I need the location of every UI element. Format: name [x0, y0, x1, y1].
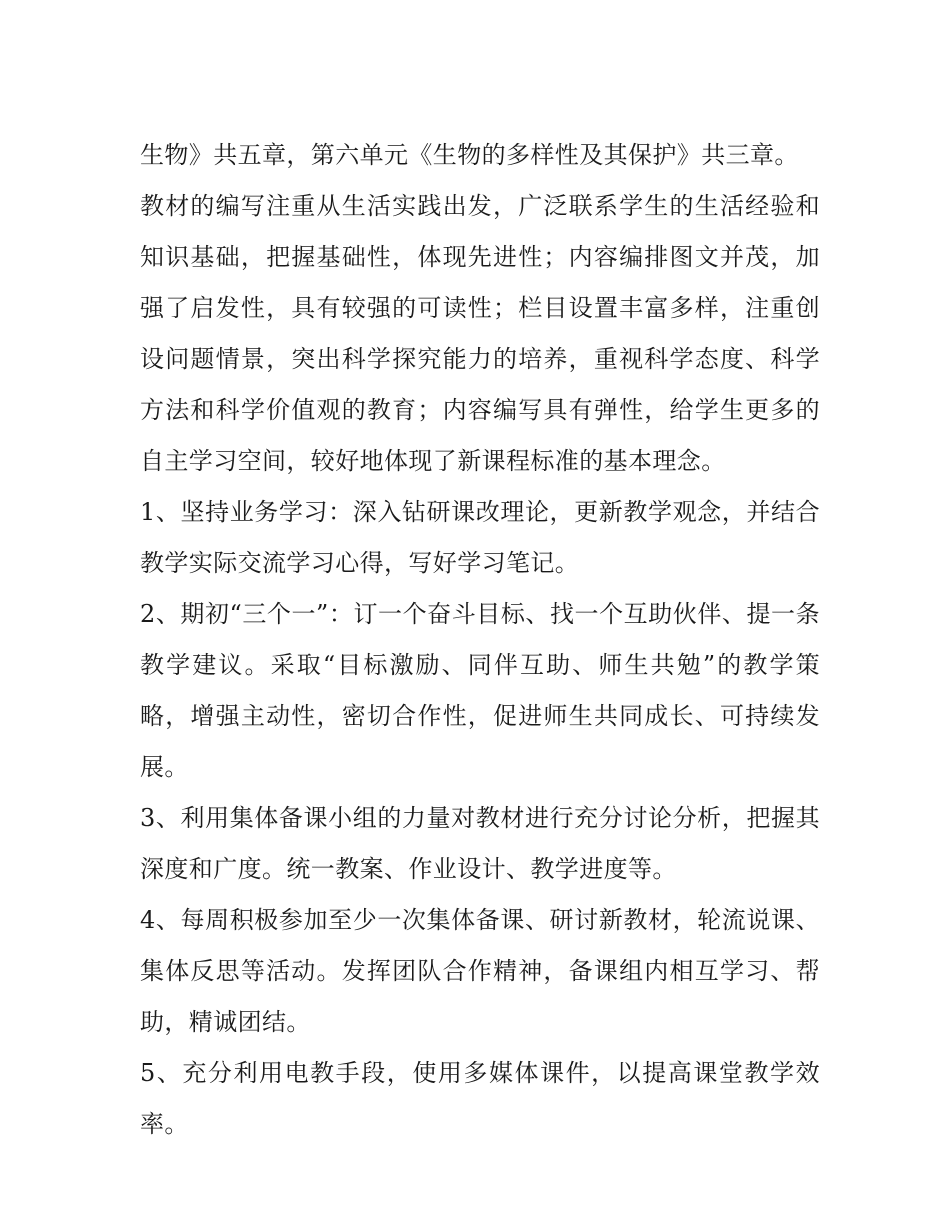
- paragraph-item-3: 3、利用集体备课小组的力量对教材进行充分讨论分析，把握其深度和广度。统一教案、作业设计、教学进度等。: [140, 804, 820, 883]
- paragraph-item-2: 2、期初“三个一”：订一个奋斗目标、找一个互助伙伴、提一条教学建议。采取“目标激励、同伴互助、师生共勉”的教学策略，增强主动性，密切合作性，促进师生共同成长、可持续发展。: [140, 600, 820, 781]
- paragraph-item-1: 1、坚持业务学习：深入钻研课改理论，更新教学观念，并结合教学实际交流学习心得，写好学习笔记。: [140, 498, 820, 577]
- document-body: [140, 130, 820, 1150]
- paragraph-textbook-features: 教材的编写注重从生活实践出发，广泛联系学生的生活经验和知识基础，把握基础性，体现先进性；内容编排图文并茂，加强了启发性，具有较强的可读性；栏目设置丰富多样，注重创设问题情景，突出科学探究能力的培养，重视科学态度、科学方法和科学价值观的教育；内容编写具有弹性，给学生更多的自主学习空间，较好地体现了新课程标准的基本理念。: [140, 192, 820, 475]
- paragraph-item-4: 4、每周积极参加至少一次集体备课、研讨新教材，轮流说课、集体反思等活动。发挥团队合作精神，备课组内相互学习、帮助，精诚团结。: [140, 906, 820, 1036]
- paragraph-unit-summary: 生物》共五章，第六单元《生物的多样性及其保护》共三章。: [140, 141, 799, 169]
- paragraph-item-5: 5、充分利用电教手段，使用多媒体课件，以提高课堂教学效率。: [140, 1059, 820, 1138]
